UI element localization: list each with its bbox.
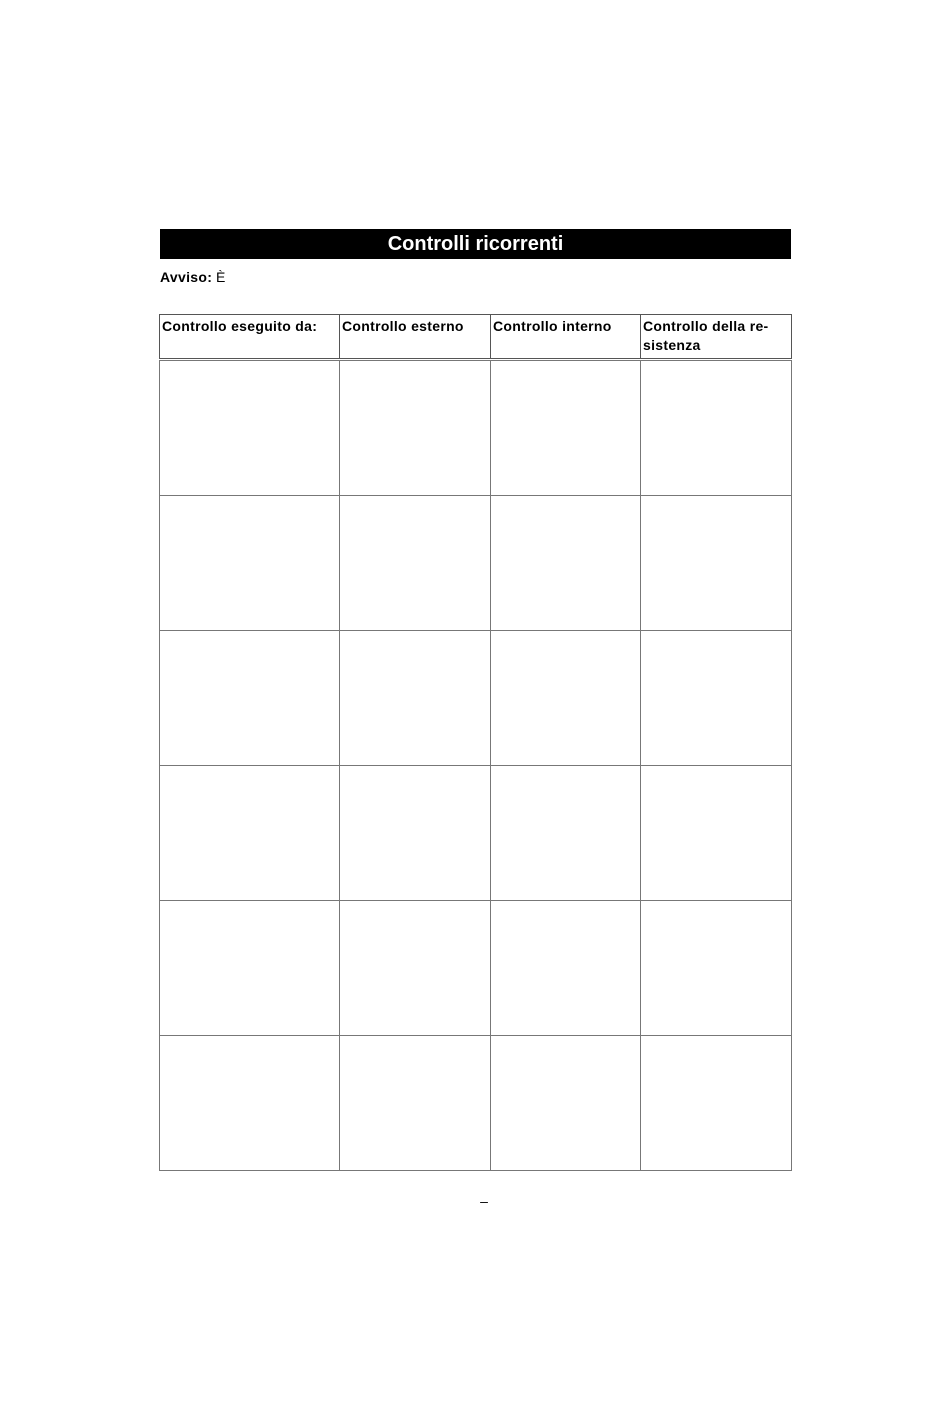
table-cell bbox=[340, 1036, 491, 1171]
table-cell bbox=[160, 361, 340, 496]
table-header bbox=[159, 314, 792, 359]
inspection-table bbox=[159, 360, 792, 1171]
table-row bbox=[160, 1036, 792, 1171]
header-row bbox=[160, 315, 792, 359]
table-cell bbox=[340, 496, 491, 631]
table-cell bbox=[160, 901, 340, 1036]
table-cell bbox=[160, 631, 340, 766]
table-row bbox=[160, 361, 792, 496]
table-cell bbox=[641, 496, 792, 631]
page-number: – bbox=[480, 1193, 488, 1209]
table-cell bbox=[491, 631, 641, 766]
table-cell bbox=[641, 1036, 792, 1171]
table-row bbox=[160, 766, 792, 901]
table-cell bbox=[340, 631, 491, 766]
notice bbox=[160, 268, 225, 286]
table-cell bbox=[491, 901, 641, 1036]
column-header-performed-by: Controllo eseguito da: bbox=[160, 315, 340, 359]
column-header-internal-check: Controllo interno bbox=[491, 315, 641, 359]
table-row bbox=[160, 901, 792, 1036]
table-cell bbox=[641, 631, 792, 766]
table-cell bbox=[491, 766, 641, 901]
column-header-resistance-check: Controllo della re- sistenza bbox=[641, 315, 792, 359]
table-cell bbox=[641, 361, 792, 496]
table-cell bbox=[491, 496, 641, 631]
table-cell bbox=[491, 1036, 641, 1171]
notice-label: Avviso: bbox=[160, 269, 213, 285]
table-row bbox=[160, 496, 792, 631]
table-cell bbox=[340, 901, 491, 1036]
table-cell bbox=[641, 901, 792, 1036]
column-header-external-check: Controllo esterno bbox=[340, 315, 491, 359]
table-cell bbox=[641, 766, 792, 901]
table-cell bbox=[160, 496, 340, 631]
table-cell bbox=[160, 1036, 340, 1171]
table-cell bbox=[491, 361, 641, 496]
table-row bbox=[160, 631, 792, 766]
page-title: Controlli ricorrenti bbox=[160, 229, 791, 259]
table-cell bbox=[340, 361, 491, 496]
table-cell bbox=[160, 766, 340, 901]
table-cell bbox=[340, 766, 491, 901]
notice-text: È bbox=[216, 269, 226, 285]
